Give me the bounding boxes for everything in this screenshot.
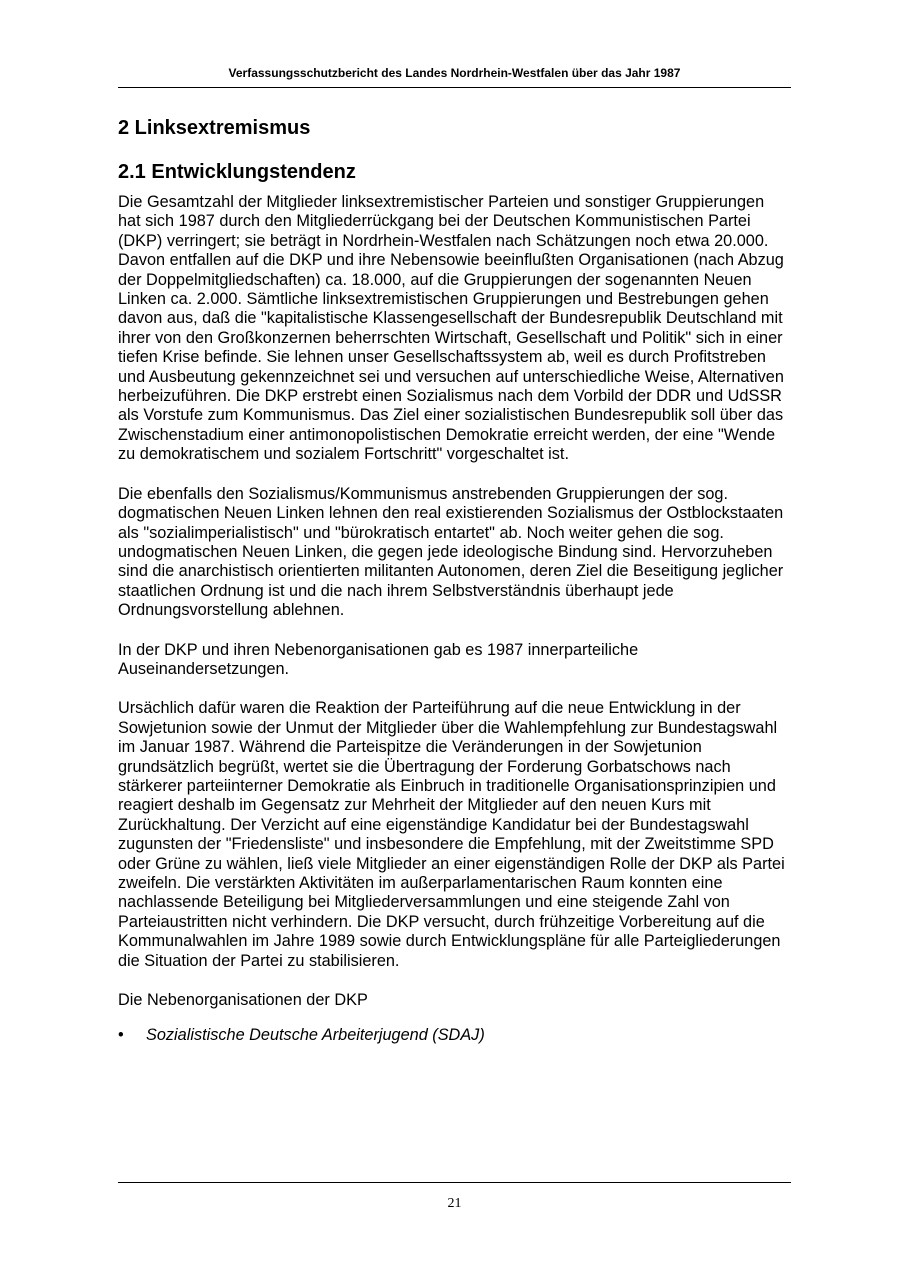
running-header: Verfassungsschutzbericht des Landes Nordrhein-Westfalen über das Jahr 1987: [228, 66, 681, 80]
paragraph-suborganizations: Die Nebenorganisationen der DKP: [118, 991, 368, 1010]
chapter-heading: 2 Linksextremismus: [118, 117, 311, 139]
page-content: [118, 115, 788, 1046]
paragraph-overview: Die Gesamtzahl der Mitglieder linksextremistischer Parteien und sonstiger Gruppierungen hat sich 1987 durch den Mitgliederrückgang bei der Deutschen Kommunistischen Partei (DKP) verringert; sie beträgt in Nordrhein-Westfalen nach Schätzungen noch etwa 20.000. Davon entfallen auf die DKP und ihre Nebensowie beeinflußten Organisationen (nach Abzug der Doppelmitgliedschaften) ca. 18.000, auf die Gruppierungen der sogenannten Neuen Linken ca. 2.000. Sämtliche linksextremistischen Gruppierungen und Bestrebungen gehen davon aus, daß die "kapitalistische Klassengesellschaft der Bundesrepublik Deutschland mit ihrer von den Großkonzernen beherrschten Wirtschaft, Gesellschaft und Politik" sich in einer tiefen Krise befinde. Sie lehnen unser Gesellschaftssystem ab, weil es durch Profitstreben und Ausbeutung gekennzeichnet sei und versuchen auf unterschiedliche Weise, Alternativen herbeizuführen. Die DKP erstrebt einen Sozialismus nach dem Vorbild der DDR und UdSSR als Vorstufe zum Kommunismus. Das Ziel einer sozialistischen Bundesrepublik soll über das Zwischenstadium einer antimonopolistischen Demokratie erreicht werden, der eine "Wende zu demokratischem und sozialem Fortschritt" vorgeschaltet ist.: [118, 193, 784, 464]
section-heading: 2.1 Entwicklungstendenz: [118, 161, 356, 183]
paragraph-new-left: Die ebenfalls den Sozialismus/Kommunismus anstrebenden Gruppierungen der sog. dogmatischen Neuen Linken lehnen den real existierenden Sozialismus der Ostblockstaaten als "sozialimperialistisch" und "bürokratisch entartet" ab. Noch weiter gehen die sog. undogmatischen Neuen Linken, die gegen jede ideologische Bindung sind. Hervorzuheben sind die anarchistisch orientierten militanten Autonomen, deren Ziel die Beseitigung jeglicher staatlichen Ordnung ist und die nach ihrem Selbstverständnis überhaupt jede Ordnungsvorstellung ablehnen.: [118, 484, 784, 620]
bullet-marker: •: [118, 1026, 124, 1045]
footer-rule: [118, 1182, 791, 1183]
header-rule: [118, 87, 791, 88]
bullet-text: Sozialistische Deutsche Arbeiterjugend (SDAJ): [146, 1026, 485, 1045]
page-number: 21: [447, 1196, 462, 1211]
paragraph-dkp-disputes: In der DKP und ihren Nebenorganisationen gab es 1987 innerparteiliche Auseinandersetzungen.: [118, 640, 639, 678]
paragraph-causes: Ursächlich dafür waren die Reaktion der Parteiführung auf die neue Entwicklung in der Sowjetunion sowie der Unmut der Mitglieder über die Wahlempfehlung zur Bundestagswahl im Januar 1987. Während die Parteispitze die Veränderungen in der Sowjetunion grundsätzlich begrüßt, wertet sie die Übertragung der Forderung Gorbatschows nach stärkerer parteiinterner Demokratie als Einbruch in traditionelle Organisationsprinzipien und reagiert deshalb im Gegensatz zur Mehrheit der Mitglieder auf den neuen Kurs mit Zurückhaltung. Der Verzicht auf eine eigenständige Kandidatur bei der Bundestagswahl zugunsten der "Friedensliste" und insbesondere die Empfehlung, mit der Zweitstimme SPD oder Grüne zu wählen, ließ viele Mitglieder an einer eigenständigen Rolle der DKP als Partei zweifeln. Die verstärkten Aktivitäten im außerparlamentarischen Raum konnten eine nachlassende Beteiligung bei Mitgliederversammlungen und eine steigende Zahl von Parteiaustritten nicht verhindern. Die DKP versucht, durch frühzeitige Vorbereitung auf die Kommunalwahlen im Jahre 1989 sowie durch Entwicklungspläne für alle Parteigliederungen die Situation der Partei zu stabilisieren.: [118, 699, 785, 970]
list-item: [118, 1026, 788, 1045]
